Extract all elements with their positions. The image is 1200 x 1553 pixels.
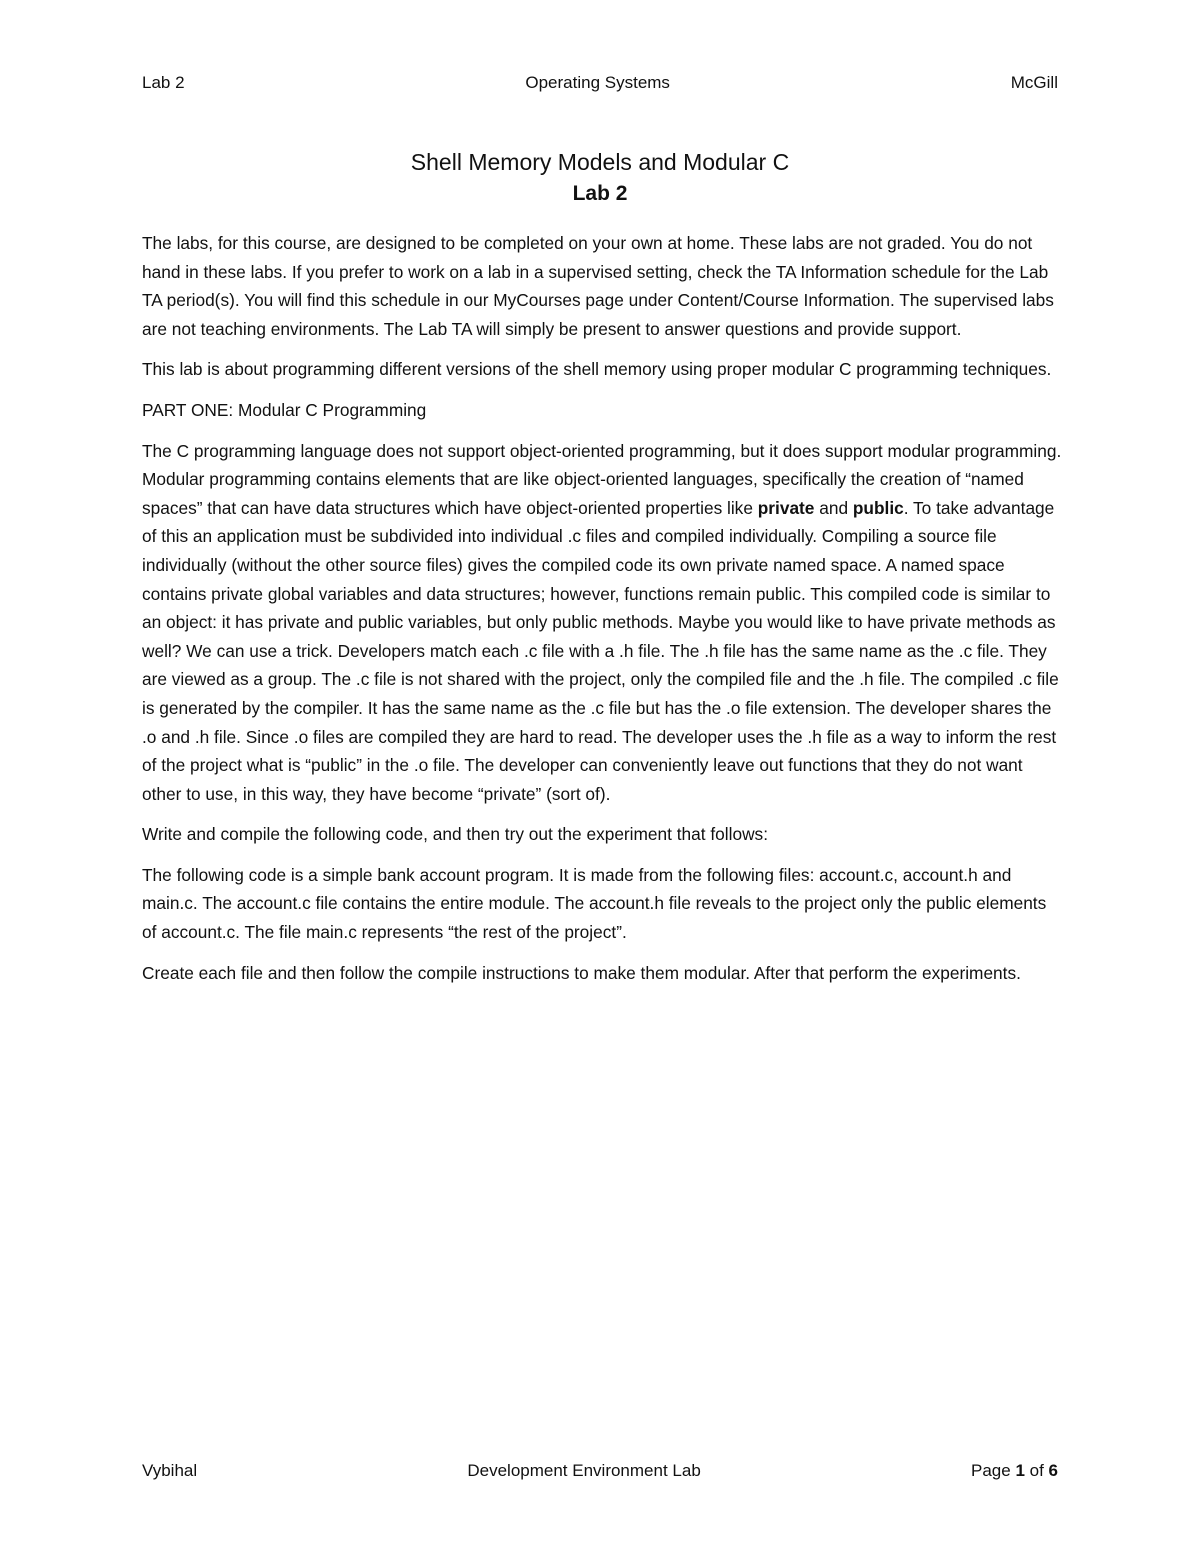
header-center: Operating Systems [525, 73, 670, 92]
public-keyword: public [852, 497, 904, 518]
private-keyword: private [757, 497, 815, 518]
title-block [142, 146, 1058, 210]
modular-programming-paragraph [142, 437, 1062, 809]
part-one-heading: PART ONE: Modular C Programming [142, 399, 427, 420]
intro-paragraph: The labs, for this course, are designed to be completed on your own at home. These labs are not graded. You do not hand in these labs. If you prefer to work on a lab in a supervised setting, check the TA Information schedule for the Lab TA period(s). You will find this schedule in our MyCourses page under Content/Course Information. The supervised labs are not teaching environments. The Lab TA will simply be present to answer questions and provide support. [142, 233, 1054, 339]
page-total: 6 [1048, 1461, 1058, 1480]
create-files-paragraph: Create each file and then follow the compile instructions to make them modular. After that perform the experiments. [142, 962, 1021, 983]
modular-text-and: and [814, 497, 853, 518]
about-paragraph: This lab is about programming different versions of the shell memory using proper modular C programming techniques. [142, 359, 1052, 380]
footer-left: Vybihal [142, 1461, 198, 1480]
modular-text-b: . To take advantage of this an application must be subdivided into individual .c files and compiled individually. Compiling a source file individually (without the other source files) gives the compiled code its own private named space. A named space contains private global variables and data structures; however, functions remain public. This compiled code is similar to an object: it has private and public variables, but only public methods. Maybe you would like to have private methods as well? We can use a trick. Developers match each .c file with a .h file. The .h file has the same name as the .c file. They are viewed as a group. The .c file is not shared with the project, only the compiled file and the .h file. The compiled .c file is generated by the compiler. It has the same name as the .c file but has the .o file extension. The developer shares the .o and .h file. Since .o files are compiled they are hard to read. The developer uses the .h file as a way to inform the rest of the project what is “public” in the .o file. The developer can conveniently leave out functions that they do not want other to use, in this way, they have become “private” (sort of). [142, 497, 1059, 804]
document-subtitle: Lab 2 [572, 182, 628, 205]
footer-center: Development Environment Lab [467, 1461, 701, 1480]
page-prefix: Page [971, 1461, 1016, 1480]
modular-text-a: The C programming language does not support object-oriented programming, but it does support modular programming. Modular programming contains elements that are like object-oriented languages, specifically the creation of “named spaces” that can have data structures which have object-oriented properties like [142, 440, 1062, 518]
page-header [142, 73, 1058, 93]
document-body [142, 229, 1062, 999]
bank-program-paragraph: The following code is a simple bank account program. It is made from the following files: account.c, account.h and main.c. The account.c file contains the entire module. The account.h file reveals to the project only the public elements of account.c. The file main.c represents “the rest of the project”. [142, 864, 1047, 943]
page-of: of [1024, 1461, 1049, 1480]
page-current: 1 [1015, 1461, 1025, 1480]
write-compile-paragraph: Write and compile the following code, and then try out the experiment that follows: [142, 824, 768, 845]
document-title: Shell Memory Models and Modular C [410, 149, 790, 175]
header-left: Lab 2 [142, 73, 185, 92]
header-right: McGill [1010, 73, 1058, 92]
page-number [971, 1461, 1058, 1481]
page-footer [142, 1461, 1058, 1481]
